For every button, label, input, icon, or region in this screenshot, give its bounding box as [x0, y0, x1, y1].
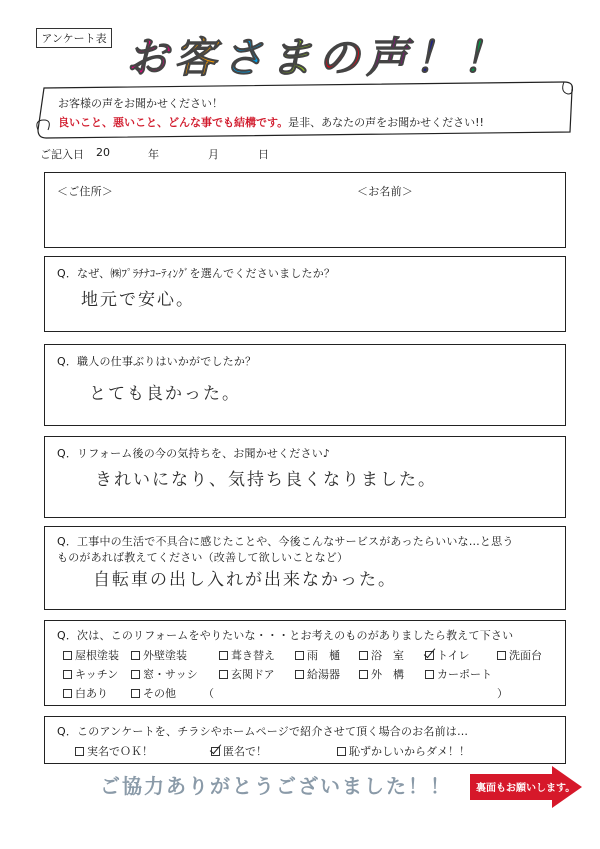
question-6: Q．このアンケートを、チラシやホームページで紹介させて頂く場合のお名前は…	[57, 725, 469, 738]
option-label: 浴 室	[371, 649, 404, 662]
reform-option-5[interactable]	[425, 647, 469, 663]
question-box-5	[44, 620, 566, 706]
option-label: トイレ	[437, 649, 470, 662]
address-name-box	[44, 172, 566, 248]
reform-option-2[interactable]	[219, 647, 275, 663]
answer-3: きれいになり、気持ち良くなりました。	[95, 470, 437, 490]
checkbox[interactable]	[497, 651, 506, 660]
checkbox[interactable]	[425, 670, 434, 679]
reform-option-b-3[interactable]	[295, 666, 340, 682]
checkbox[interactable]	[131, 670, 140, 679]
reform-option-0[interactable]	[63, 647, 119, 663]
option-label: その他	[143, 687, 176, 700]
question-box-3	[44, 436, 566, 518]
banner-rest: 是非、あなたの声をお聞かせください!!	[288, 116, 484, 129]
reform-option-b-4[interactable]	[359, 666, 404, 682]
date-month: 月	[208, 148, 219, 161]
answer-4: 自転車の出し入れが出来なかった。	[93, 570, 397, 590]
checkbox[interactable]	[75, 747, 84, 756]
back-side-note: 裏面もお願いします。	[476, 783, 576, 794]
option-label: 実名でＯＫ！	[87, 745, 153, 758]
name-label: ＜お名前＞	[357, 185, 413, 198]
answer-1: 地元で安心。	[81, 290, 195, 310]
reform-option-b-0[interactable]	[63, 666, 118, 682]
title-char: の	[318, 33, 361, 82]
date-row	[40, 146, 560, 162]
option-shiroari[interactable]	[63, 685, 108, 701]
checkbox[interactable]	[63, 651, 72, 660]
question-box-4	[44, 526, 566, 610]
reform-option-b-2[interactable]	[219, 666, 275, 682]
question-box-1	[44, 256, 566, 332]
checkbox[interactable]	[219, 651, 228, 660]
option-label: 洗面台	[509, 649, 542, 662]
title-char: ！	[414, 33, 457, 82]
question-3: Q．リフォーム後の今の気持ちを、お聞かせください♪	[57, 447, 331, 460]
checkbox[interactable]	[295, 670, 304, 679]
reform-option-b-5[interactable]	[425, 666, 492, 682]
other-paren-open: （	[203, 687, 214, 700]
option-other[interactable]	[131, 685, 176, 701]
option-label: 玄関ドア	[231, 668, 275, 681]
checkbox[interactable]	[211, 747, 220, 756]
address-label: ＜ご住所＞	[57, 185, 113, 198]
title-char: ま	[270, 33, 313, 82]
reform-option-3[interactable]	[295, 647, 340, 663]
question-box-2	[44, 344, 566, 426]
back-side-arrow	[468, 764, 584, 810]
question-1: Q．なぜ、㈱ﾌﾟﾗﾁﾅｺｰﾃｨﾝｸﾞを選んでくださいましたか？	[57, 267, 336, 280]
answer-2: とても良かった。	[89, 384, 241, 404]
name-option-2[interactable]	[337, 743, 470, 759]
option-label: キッチン	[75, 668, 119, 681]
question-box-6	[44, 716, 566, 764]
page-title-art	[118, 26, 518, 82]
title-char: お	[126, 33, 169, 82]
option-label: 窓・サッシ	[143, 668, 198, 681]
option-label: 外壁塗装	[143, 649, 187, 662]
checkbox[interactable]	[359, 651, 368, 660]
survey-tag: アンケート表	[36, 28, 112, 48]
checkbox[interactable]	[425, 651, 434, 660]
option-label: 給湯器	[307, 668, 340, 681]
date-day: 日	[258, 148, 269, 161]
option-label: 雨 樋	[307, 649, 340, 662]
option-label: 匿名で！	[223, 745, 267, 758]
title-char: さ	[222, 33, 265, 82]
checkbox[interactable]	[63, 689, 72, 698]
title-char: 声	[366, 33, 409, 82]
reform-option-4[interactable]	[359, 647, 404, 663]
question-2: Q．職人の仕事ぶりはいかがでしたか？	[57, 355, 257, 368]
checkbox[interactable]	[131, 651, 140, 660]
name-option-0[interactable]	[75, 743, 153, 759]
reform-option-b-1[interactable]	[131, 666, 198, 682]
reform-option-1[interactable]	[131, 647, 187, 663]
question-4-line1: Q．工事中の生活で不具合に感じたことや、今後こんなサービスがあったらいいな…と思う	[57, 535, 514, 548]
other-paren-close: ）	[497, 687, 508, 700]
page-title	[118, 26, 518, 82]
option-label: 恥ずかしいからダメ！！	[349, 745, 470, 758]
date-year: 年	[148, 148, 159, 161]
question-4-line2: ものがあれば教えてください（改善して欲しいことなど）	[57, 551, 349, 564]
option-label: 葺き替え	[231, 649, 275, 662]
option-label: カーポート	[437, 668, 492, 681]
checkbox[interactable]	[359, 670, 368, 679]
intro-banner	[34, 80, 574, 140]
checkbox[interactable]	[219, 670, 228, 679]
option-label: 白あり	[75, 687, 108, 700]
date-label: ご記入日	[40, 148, 84, 161]
banner-highlight: 良いこと、悪いこと、どんな事でも結構です。	[58, 116, 289, 129]
title-char: ！	[462, 33, 505, 82]
title-char: 客	[174, 33, 217, 82]
date-year-prefix: 20	[96, 146, 110, 159]
banner-line1: お客様の声をお聞かせください！	[58, 97, 223, 110]
thanks-message: ご協力ありがとうございました！！	[100, 774, 452, 798]
banner-line2	[58, 114, 484, 130]
option-label: 外 構	[371, 668, 404, 681]
option-label: 屋根塗装	[75, 649, 119, 662]
checkbox[interactable]	[337, 747, 346, 756]
name-option-1[interactable]	[211, 743, 267, 759]
checkbox[interactable]	[295, 651, 304, 660]
question-5: Q．次は、このリフォームをやりたいな・・・とお考えのものがありましたら教えて下さい	[57, 629, 514, 642]
checkbox[interactable]	[131, 689, 140, 698]
checkbox[interactable]	[63, 670, 72, 679]
reform-option-6[interactable]	[497, 647, 542, 663]
